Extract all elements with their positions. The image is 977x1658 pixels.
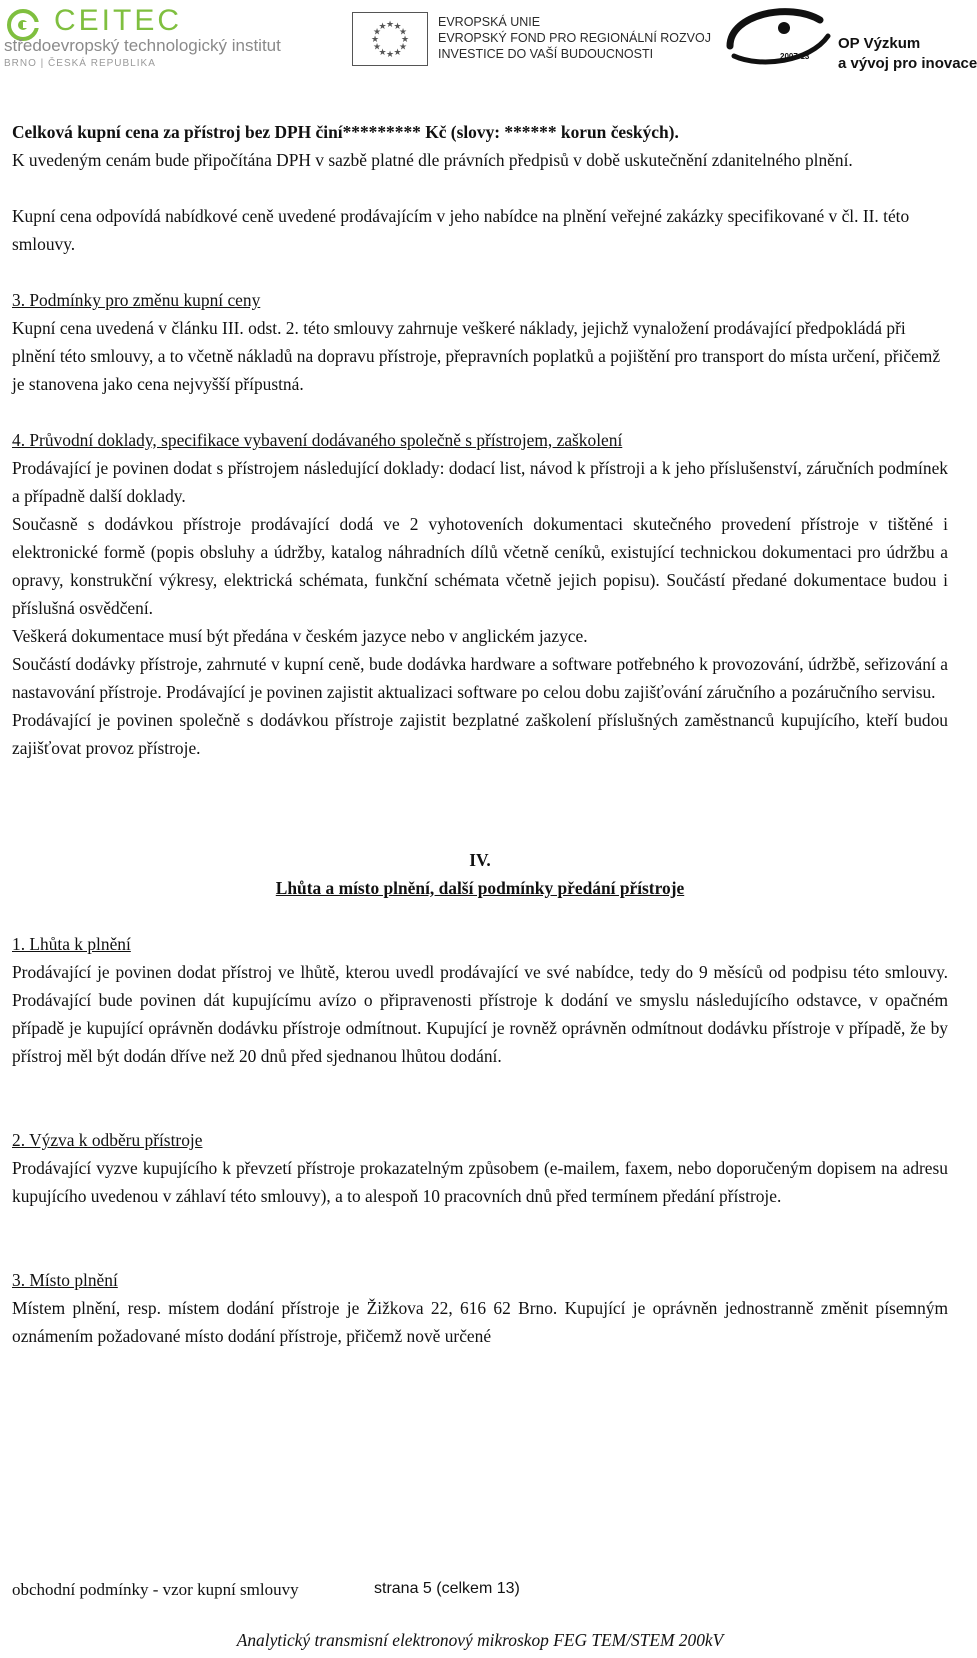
eu-line-2: EVROPSKÝ FOND PRO REGIONÁLNÍ ROZVOJ: [438, 31, 711, 45]
eu-star-icon: ★: [398, 41, 408, 52]
op-line-2: a vývoj pro inovace: [838, 55, 977, 72]
ceitec-location: BRNO | ČESKÁ REPUBLIKA: [4, 58, 156, 69]
price-line: Celková kupní cena za přístroj bez DPH činí********* Kč (slovy: ****** korun českých).: [12, 122, 679, 142]
footer-page-number: strana 5 (celkem 13): [374, 1580, 520, 1597]
section-4-para-4: Součástí dodávky přístroje, zahrnuté v kupní ceně, bude dodávka hardware a software potřebného k provozování, údržbě, seřizování a nastavování přístroje. Prodávající je povinen zajistit aktualizaci software po celou dobu zajišťování záručního a pozáručního servisu.: [12, 654, 948, 702]
article-4-3-heading: 3. Místo plnění: [12, 1270, 118, 1290]
article-4-1-text: Prodávající je povinen dodat přístroj ve lhůtě, kterou uvedl prodávající ve své nabídce, tedy do 9 měsíců od podpisu této smlouvy. Prodávající bude povinen dát kupujícímu avízo o připravenosti přístroje k dodání ve smyslu následujícího odstavce, v opačném případě je kupující oprávněn dodávku přístroje odmítnout. Kupující je rovněž oprávněn odmítnout dodávku přístroje v případě, že by přístroj měl být dodán dříve než 20 dnů před sjednanou lhůtou dodání.: [12, 962, 948, 1066]
article-4-3-text: Místem plnění, resp. místem dodání přístroje je Žižkova 22, 616 62 Brno. Kupující je oprávněn jednostranně změnit písemným oznámením požadované místo dodání přístroje, přičemž nově určené: [12, 1298, 948, 1346]
article-number: IV.: [469, 850, 491, 870]
section-4-para-5: Prodávající je povinen společně s dodávkou přístroje zajistit bezplatné zaškolení příslušných zaměstnanců kupujícího, kteří budou zajišťovat provoz přístroje.: [12, 710, 948, 758]
op-text: [838, 34, 977, 74]
article-title: Lhůta a místo plnění, další podmínky předání přístroje: [275, 878, 685, 898]
eu-star-icon: ★: [393, 47, 402, 57]
document-body: [12, 118, 948, 1350]
ceitec-subtitle: středoevropský technologický institut: [4, 36, 281, 55]
article-4-2-text: Prodávající vyzve kupujícího k převzetí přístroje prokazatelným způsobem (e-mailem, faxem, nebo doporučeným dopisem na adresu kupujícího uvedenou v záhlaví této smlouvy), a to alespoň 10 pracovních dnů před termínem předání přístroje.: [12, 1158, 948, 1206]
section-3-text: Kupní cena uvedená v článku III. odst. 2. této smlouvy zahrnuje veškeré náklady, jejichž vynaložení prodávající předpokládá při plnění této smlouvy, a to včetně nákladů na dopravu přístroje, přepravních poplatků a pojištění pro transport do místa určení, přičemž je stanovena jako cena nejvyšší přípustná.: [12, 318, 941, 394]
eu-star-icon: ★: [400, 34, 410, 44]
article-4-2-heading: 2. Výzva k odběru přístroje: [12, 1130, 203, 1150]
op-vavpi-logo: [720, 4, 977, 74]
eu-line-3: INVESTICE DO VAŠÍ BUDOUCNOSTI: [438, 47, 654, 61]
section-3-heading: 3. Podmínky pro změnu kupní ceny: [12, 290, 261, 310]
eu-star-icon: ★: [378, 47, 387, 57]
price-offer: Kupní cena odpovídá nabídkové ceně uvedené prodávajícím v jeho nabídce na plnění veřejné zakázky specifikované v čl. II. této smlouvy.: [12, 206, 910, 254]
eu-flag-icon: [352, 12, 428, 66]
section-4-para-1: Prodávající je povinen dodat s přístrojem následující doklady: dodací list, návod k přístroji a k jeho příslušenství, záručních podmínek a případně další doklady.: [12, 458, 948, 506]
op-swirl-icon: [720, 6, 836, 70]
eu-logo: [352, 12, 711, 72]
eu-text: [438, 14, 711, 62]
footer-document-type: obchodní podmínky - vzor kupní smlouvy: [12, 1580, 299, 1599]
section-4-para-2: Současně s dodávkou přístroje prodávající dodá ve 2 vyhotoveních dokumentaci skutečného provedení přístroje v tištěné i elektronické formě (popis obsluhy a údržby, katalog náhradních dílů včetně ceníků, existující technickou dokumentaci pro údržbu a opravy, konstrukční výkresy, elektrická schémata, funkční schémata včetně jejich popisu). Součástí předané dokumentace budou i příslušná osvědčení.: [12, 514, 948, 618]
ceitec-name: CEITEC: [54, 4, 183, 37]
op-line-1: OP Výzkum: [838, 35, 921, 52]
eu-star-icon: ★: [398, 26, 408, 37]
eu-star-icon: ★: [393, 21, 402, 31]
eu-line-1: EVROPSKÁ UNIE: [438, 15, 541, 29]
eu-star-icon: ★: [370, 34, 380, 44]
footer-document-title: Analytický transmisní elektronový mikroskop FEG TEM/STEM 200kV: [236, 1630, 724, 1650]
section-4-para-3: Veškerá dokumentace musí být předána v českém jazyce nebo v anglickém jazyce.: [12, 626, 588, 646]
eu-star-icon: ★: [385, 49, 395, 59]
ceitec-logo: [4, 6, 294, 72]
eu-star-icon: ★: [372, 41, 382, 52]
op-years: 2007-13: [780, 52, 810, 61]
eu-star-icon: ★: [372, 26, 382, 37]
article-4-1-heading: 1. Lhůta k plnění: [12, 934, 131, 954]
price-dph: K uvedeným cenám bude připočítána DPH v sazbě platné dle právních předpisů v době uskutečnění zdanitelného plnění.: [12, 150, 853, 170]
eu-star-icon: ★: [385, 19, 395, 29]
eu-star-icon: ★: [378, 21, 387, 31]
section-4-heading: 4. Průvodní doklady, specifikace vybavení dodávaného společně s přístrojem, zaškolení: [12, 430, 623, 450]
